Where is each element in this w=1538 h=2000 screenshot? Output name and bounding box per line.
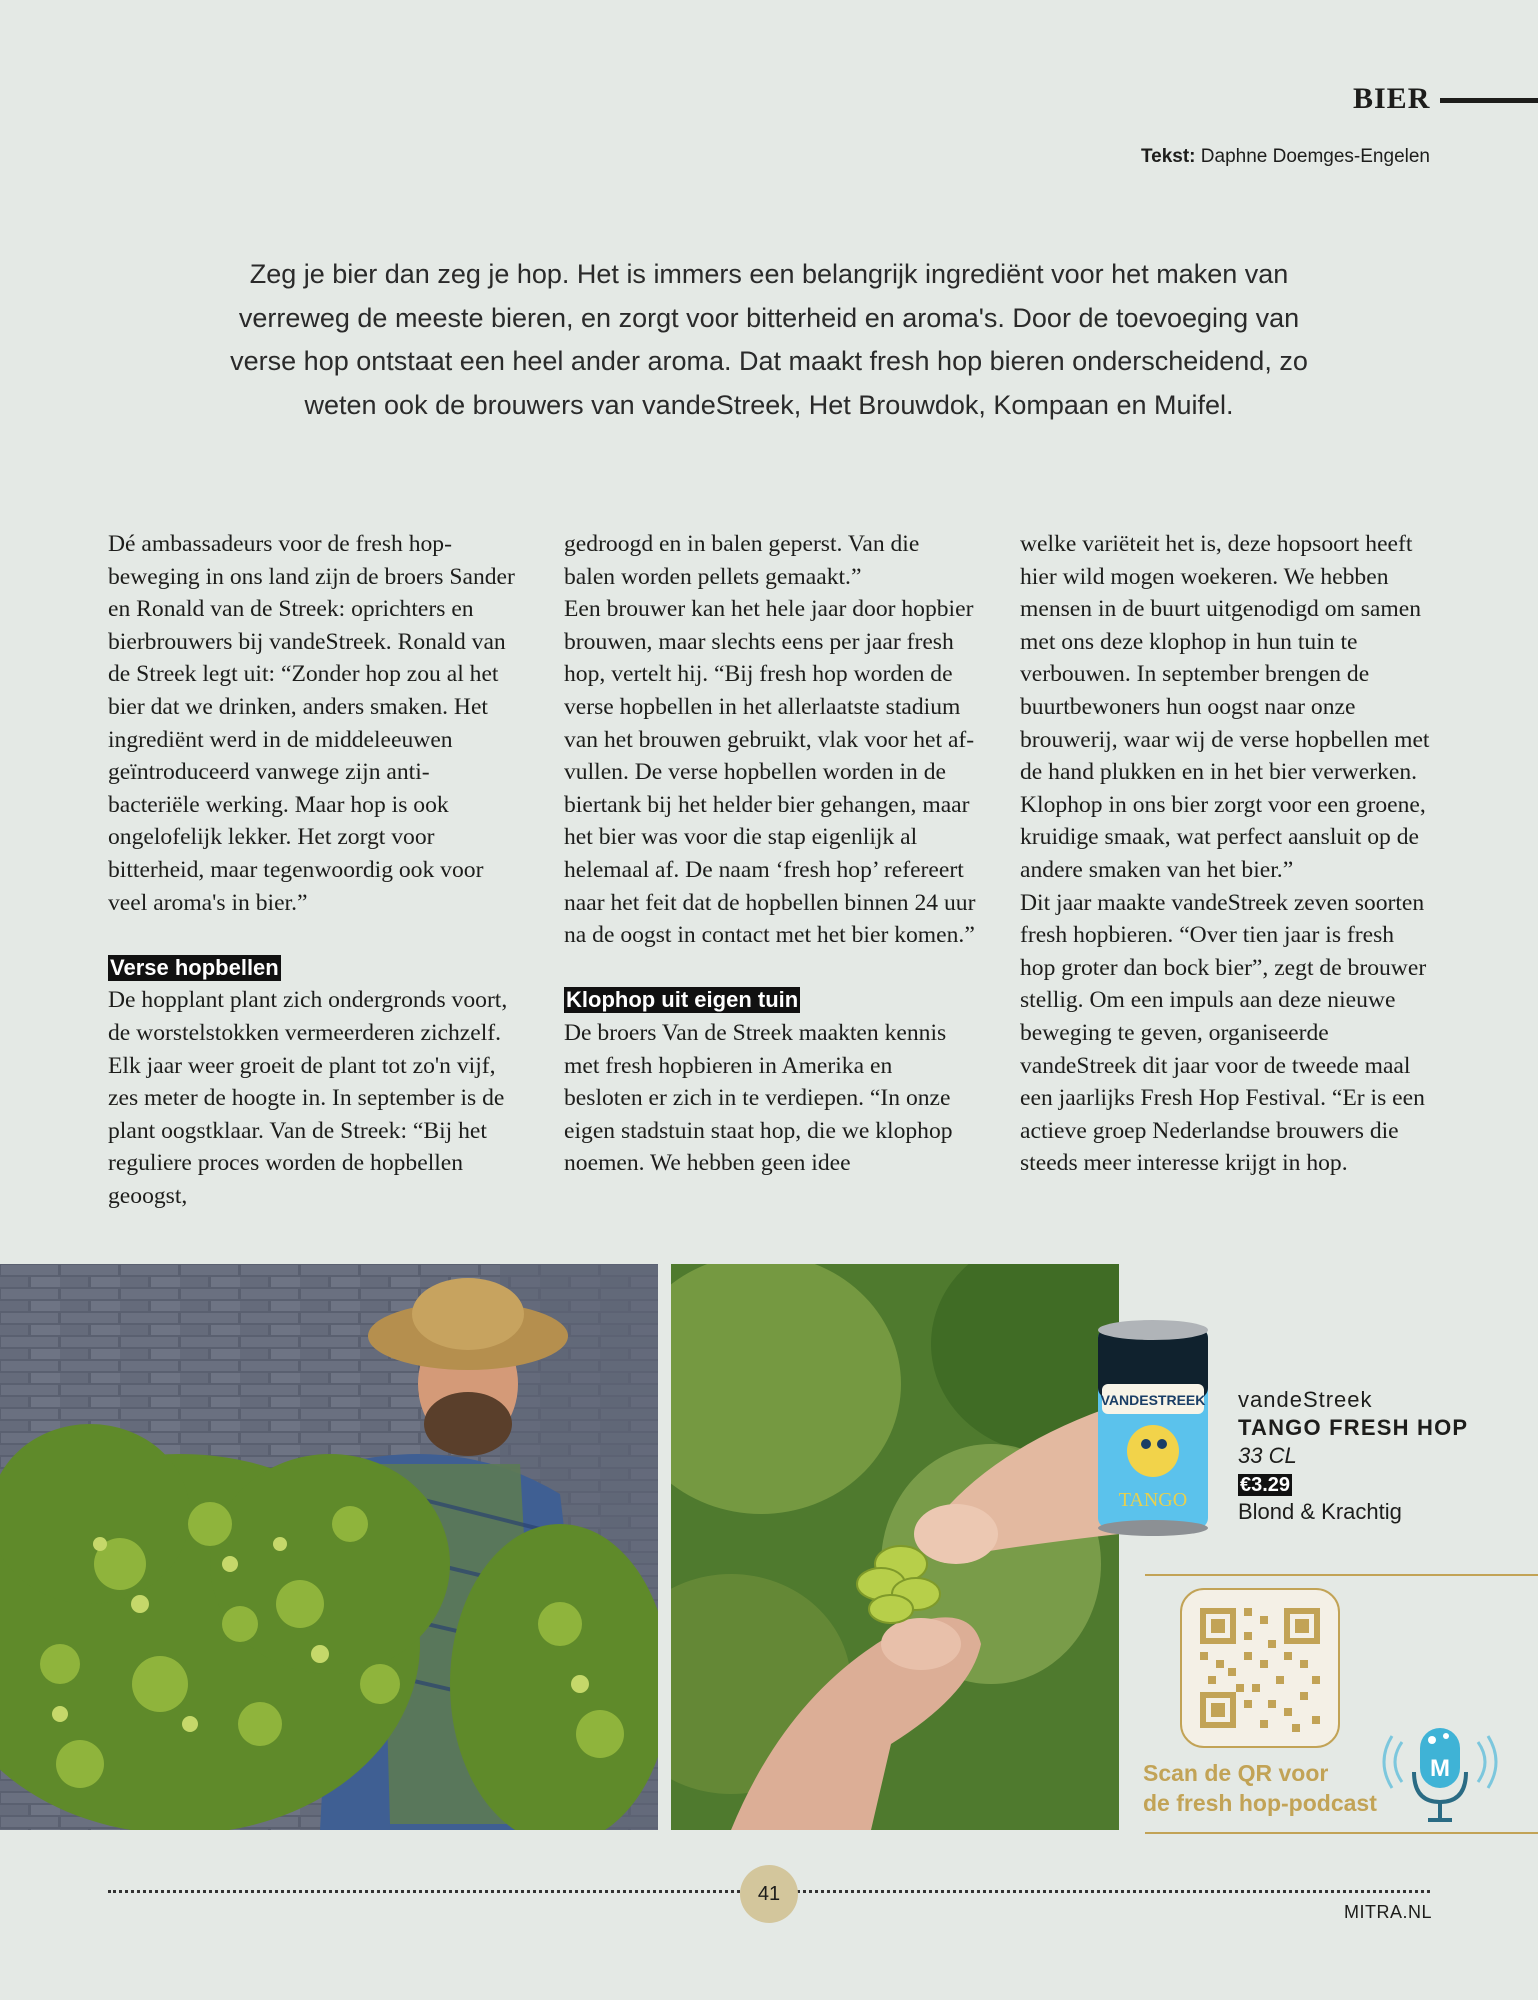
section-label: BIER: [1353, 82, 1431, 115]
byline: [1141, 146, 1430, 168]
paragraph: De broers Van de Streek maakten kennis met fresh hopbieren in Amerika en besloten er zich in te verdiepen. “In onze eigen stadstuin staat hop, die we klophop noemen. We hebben geen idee: [564, 1019, 953, 1177]
can-brand-label: VANDESTREEK: [1100, 1392, 1206, 1408]
product-price: €3.29: [1240, 1474, 1291, 1496]
product-name: TANGO FRESH HOP: [1238, 1415, 1469, 1440]
product-size: 33 CL: [1238, 1443, 1297, 1468]
paragraph: gedroogd en in balen geperst. Van die balen worden pellets gemaakt.”: [564, 531, 920, 590]
mic-letter: M: [1430, 1755, 1450, 1782]
page-number: 41: [740, 1865, 798, 1923]
site-url: MITRA.NL: [1343, 1902, 1432, 1922]
subheading-klophop: Klophop uit eigen tuin: [566, 987, 799, 1013]
paragraph: Dit jaar maakte vandeStreek zeven soorten fresh hopbieren. “Over tien jaar is fresh hop groter dan bock bier”, zegt de brouwer stellig. Om een impuls aan deze nieuwe beweging te geven, organiseerde vandeStreek dit jaar voor de tweede maal een jaarlijks Fresh Hop Festival. “Er is een actieve groep Nederlandse brouwers die steeds meer interesse krijgt in hop.: [1020, 889, 1427, 1177]
intro-paragraph: Zeg je bier dan zeg je hop. Het is immers een belangrijk ingrediënt voor het maken van verreweg de meeste bieren, en zorgt voor bitterheid en aroma's. Door de toevoeging van verse hop ontstaat een heel ander aroma. Dat maakt fresh hop bieren onderscheidend, zo weten ook de brouwers van vandeStreek, Het Brouwdok, Kompaan en Muifel.: [230, 259, 1308, 420]
byline-author: Daphne Doemges-Engelen: [1200, 146, 1430, 167]
qr-code[interactable]: [1180, 1588, 1340, 1748]
paragraph: Een brouwer kan het hele jaar door hopbier brouwen, maar slechts eens per jaar fresh hop, vertelt hij. “Bij fresh hop worden de verse hopbellen in het allerlaatste stadium van het brouwen gebruikt, vlak voor het af-vullen. De verse hopbellen worden in de biertank bij het helder bier gehangen, maar het bier was voor die stap eigenlijk al helemaal af. De naam ‘fresh hop’ refereert naar het feit dat de hopbellen binnen 24 uur na de oogst in contact met het bier komen.”: [564, 596, 976, 949]
hop-cone-photo: [671, 1264, 1119, 1830]
article-column-3: [1020, 528, 1432, 1180]
podcast-microphone-icon: [1380, 1722, 1500, 1837]
brewer-photo: [0, 1264, 658, 1830]
section-rule: [1440, 98, 1538, 103]
paragraph: Dé ambassadeurs voor de fresh hop-beweging in ons land zijn de broers Sander en Ronald van de Streek: oprichters en bierbrouwers bij vandeStreek. Ronald van de Streek legt uit: “Zonder hop zou al het bier dat we drinken, anders smaken. Het ingrediënt werd in de middeleeuwen geïntroduceerd vanwege zijn anti-bacteriële werking. Maar hop is ook ongelofelijk lekker. Het zorgt voor bitterheid, maar tegenwoordig ook voor veel aroma's in bier.”: [108, 531, 515, 916]
paragraph: De hopplant plant zich ondergronds voort, de worstelstokken vermeerderen zichzelf. Elk jaar weer groeit de plant tot zo'n vijf, zes meter de hoogte in. In september is de plant oogstklaar. Van de Streek: “Bij het reguliere proces worden de hopbellen geoogst,: [108, 987, 508, 1209]
article-column-2: [564, 528, 976, 1180]
paragraph: welke variëteit het is, deze hopsoort heeft hier wild mogen woekeren. We hebben mensen in de buurt uitgenodigd om samen met ons deze klophop in hun tuin te verbouwen. In september brengen de buurtbewoners hun oogst naar onze brouwerij, waar wij de verse hopbellen met de hand plukken en in het bier verwerken. Klophop in ons bier zorgt voor een groene, kruidige smaak, wat perfect aansluit op de andere smaken van het bier.”: [1020, 531, 1430, 883]
qr-caption-line1: Scan de QR voor: [1143, 1760, 1329, 1786]
gold-divider: [1145, 1832, 1538, 1834]
byline-label: Tekst:: [1140, 146, 1196, 167]
gold-divider: [1145, 1574, 1538, 1576]
can-name-label: TANGO: [1118, 1489, 1188, 1511]
qr-caption: [1143, 1758, 1377, 1818]
product-info: [1238, 1386, 1468, 1526]
product-brand: vandeStreek: [1238, 1387, 1373, 1412]
beer-can-image: [1094, 1316, 1212, 1541]
product-style: Blond & Krachtig: [1238, 1499, 1402, 1524]
article-column-1: [108, 528, 520, 1212]
subheading-verse-hopbellen: Verse hopbellen: [110, 954, 279, 980]
qr-caption-line2: de fresh hop-podcast: [1143, 1790, 1377, 1816]
